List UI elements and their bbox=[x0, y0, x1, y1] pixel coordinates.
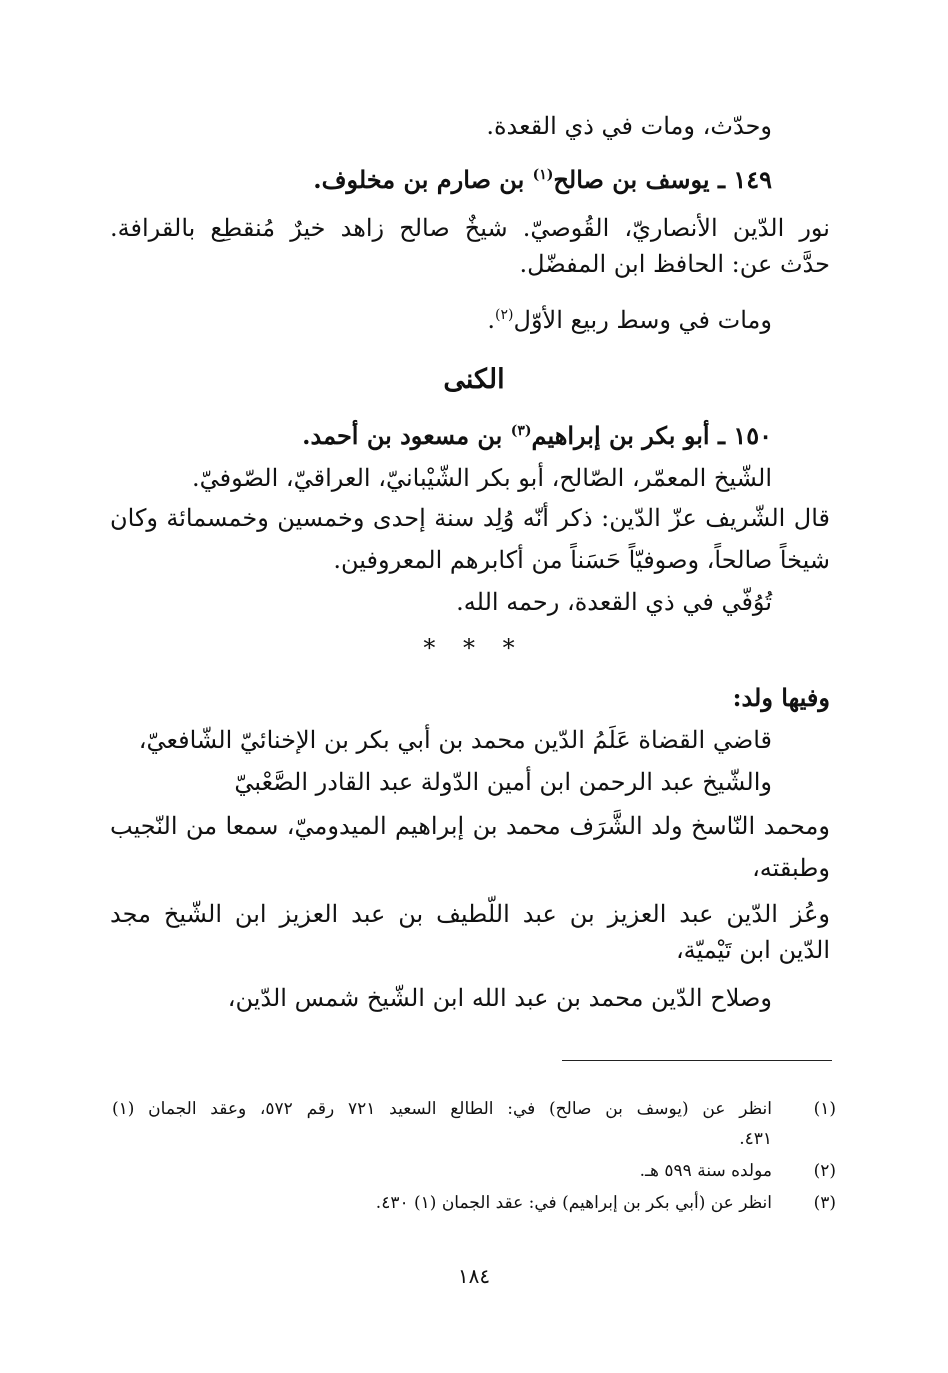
page-number: ١٨٤ bbox=[457, 1264, 491, 1288]
text-line: والشّيخ عبد الرحمن ابن أمين الدّولة عبد القادر الصَّعْبيّ bbox=[234, 768, 772, 796]
text-line: الشّيخ المعمّر، الصّالح، أبو بكر الشّيْبانيّ، العراقيّ، الصّوفيّ. bbox=[191, 464, 772, 492]
footnote-text: انظر عن (أبي بكر بن إبراهيم) في: عقد الجمان (١) ٤٣٠. bbox=[375, 1193, 772, 1213]
text-line: الدّين ابن تَيْميّة، bbox=[675, 936, 830, 964]
footnote-text: مولده سنة ٥٩٩ هـ. bbox=[639, 1161, 772, 1181]
subsection-heading: وفيها ولد: bbox=[732, 683, 830, 712]
footnote-text: انظر عن (يوسف بن صالح) في: الطالع السعيد ٧٢١ رقم ٥٧٢، وعقد الجمان (١) bbox=[112, 1099, 772, 1119]
text-line: قال الشّريف عزّ الدّين: ذكر أنّه وُلِد سنة إحدى وخمسين وخمسمائة وكان bbox=[110, 504, 830, 532]
section-divider: * * * bbox=[423, 634, 525, 662]
entry-number: ١٤٩ ـ bbox=[717, 165, 772, 194]
text-line: حدَّث عن: الحافظ ابن المفضّل. bbox=[519, 250, 830, 278]
text-line: وطبقته، bbox=[752, 854, 830, 882]
footnote-separator bbox=[562, 1060, 832, 1061]
entry-150-heading bbox=[302, 418, 772, 454]
text-line: شيخاً صالحاً، وصوفيّاً حَسَناً من أكابرهم المعروفين. bbox=[333, 546, 830, 574]
entry-name-rest: بن صارم بن مخلوف. bbox=[313, 165, 525, 194]
text-line: وعُز الدّين عبد العزيز بن عبد اللّطيف بن عبد العزيز ابن الشّيخ مجد bbox=[110, 900, 830, 928]
entry-149-heading bbox=[313, 162, 772, 198]
text-line: تُوُفّي في ذي القعدة، رحمه الله. bbox=[456, 588, 772, 616]
text-line: وصلاح الدّين محمد بن عبد الله ابن الشّيخ شمس الدّين، bbox=[227, 984, 772, 1012]
text-line: قاضي القضاة عَلَمُ الدّين محمد بن أبي بكر بن الإخنائيّ الشّافعيّ، bbox=[138, 726, 772, 754]
entry-number: ١٥٠ ـ bbox=[717, 421, 772, 450]
text-line: ومحمد النّاسخ ولد الشَّرَف محمد بن إبراهيم الميدوميّ، سمعا من النّجيب bbox=[110, 812, 830, 840]
footnote-number: (٢) bbox=[813, 1161, 836, 1181]
section-heading: الكنى bbox=[443, 364, 505, 395]
text-line: نور الدّين الأنصاريّ، القُوصيّ. شيخٌ صالح زاهد خيرٌ مُنقطِع بالقرافة. bbox=[110, 214, 830, 242]
text-segment: ومات في وسط ربيع الأوّل bbox=[513, 306, 772, 334]
footnote-ref: (١) bbox=[532, 167, 554, 183]
footnote-text: ٤٣١. bbox=[739, 1129, 772, 1149]
text-line bbox=[487, 302, 772, 338]
text-segment: . bbox=[487, 306, 496, 334]
entry-name: أبو بكر بن إبراهيم bbox=[531, 421, 710, 450]
footnote-number: (٣) bbox=[813, 1193, 836, 1213]
text-line: وحدّث، ومات في ذي القعدة. bbox=[486, 112, 772, 140]
entry-name-rest: بن مسعود بن أحمد. bbox=[302, 421, 503, 450]
footnote-ref: (٢) bbox=[495, 307, 514, 323]
entry-name: يوسف بن صالح bbox=[553, 165, 710, 194]
footnote-ref: (٣) bbox=[510, 423, 532, 439]
footnote-number: (١) bbox=[813, 1099, 836, 1119]
